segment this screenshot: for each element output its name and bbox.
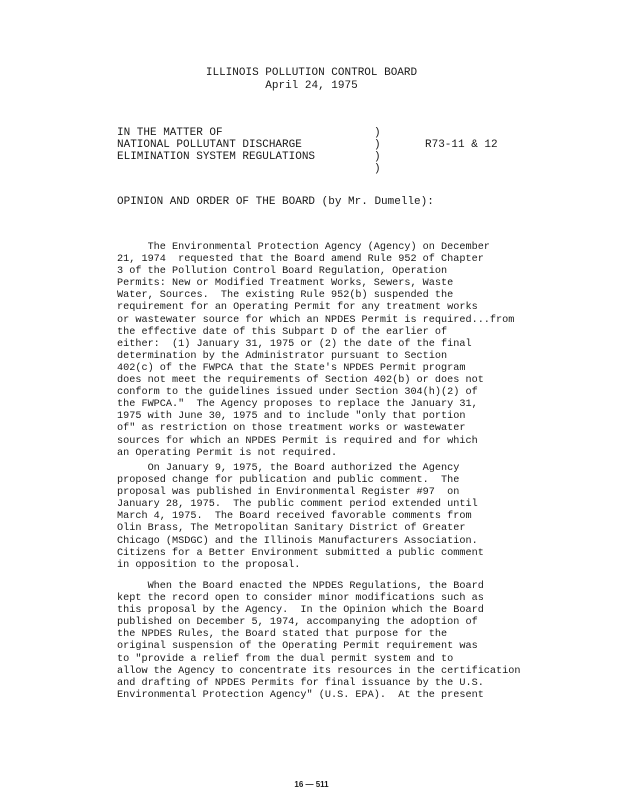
paragraph-line: in opposition to the proposal. [117,559,301,571]
paragraph-line: Permits: New or Modified Treatment Works, Sewers, Waste [117,278,454,290]
page-number: 16 — 511 [294,780,329,789]
paragraph-line: When the Board enacted the NPDES Regulations, the Board [117,581,484,592]
paragraph-line: allow the Agency to concentrate its resources in the certification [117,665,521,677]
board-title: ILLINOIS POLLUTION CONTROL BOARD [205,67,418,79]
paragraph-line: March 4, 1975. The Board received favorable comments from [117,511,472,523]
paragraph-line: does not meet the requirements of Section 402(b) or does not [117,375,484,387]
opinion-heading: OPINION AND ORDER OF THE BOARD (by Mr. Dumelle): [117,196,434,208]
paragraph-line: 402(c) of the FWPCA that the State's NPDES Permit program [117,362,466,374]
paragraph-line: Olin Brass, The Metropolitan Sanitary District of Greater [117,523,466,535]
paragraph-line: Environmental Protection Agency" (U.S. EPA). At the present [117,689,484,701]
paragraph-line: and drafting of NPDES Permits for final issuance by the U.S. [117,677,484,689]
paragraph-line: 21, 1974 requested that the Board amend Rule 952 of Chapter [117,254,484,266]
docket-number: R73-11 & 12 [425,139,498,151]
paragraph-line: sources for which an NPDES Permit is required and for which [117,435,478,447]
paragraph-line: 1975 with June 30, 1975 and to include "only that portion [117,411,466,423]
caption-line-3: ELIMINATION SYSTEM REGULATIONS [117,151,316,163]
paragraph-line: the NPDES Rules, the Board stated that purpose for the [117,629,448,641]
paragraph-line: to "provide a relief from the dual permit system and to [117,653,454,665]
caption-bracket: ) [374,163,381,175]
paragraph-line: the effective date of this Subpart D of the earlier of [117,326,448,338]
caption-bracket: ) [374,127,381,139]
paragraph-line: kept the record open to consider minor modifications such as [117,593,484,605]
paragraph-line: the FWPCA." The Agency proposes to replace the January 31, [117,399,478,411]
caption-bracket: ) [374,139,381,151]
paragraph-2 [117,463,617,572]
paragraph-line: determination by the Administrator pursuant to Section [117,350,448,362]
caption-line-1: IN THE MATTER OF [117,127,223,139]
paragraph-line: requirement for an Operating Permit for any treatment works [117,302,478,314]
caption-bracket: ) [374,151,381,163]
paragraph-line: January 28, 1975. The public comment period extended until [117,499,478,511]
paragraph-line: of" as restriction on those treatment works or wastewater [117,423,466,435]
paragraph-line: The Environmental Protection Agency (Agency) on December [117,242,490,253]
paragraph-1 [117,242,617,460]
paragraph-line: Water, Sources. The existing Rule 952(b) suspended the [117,290,454,302]
paragraph-line: proposal was published in Environmental Register #97 on [117,487,460,499]
paragraph-line: 3 of the Pollution Control Board Regulation, Operation [117,266,448,278]
paragraph-line: original suspension of the Operating Permit requirement was [117,641,478,653]
caption-line-2: NATIONAL POLLUTANT DISCHARGE [117,139,302,151]
paragraph-line: proposed change for publication and public comment. The [117,475,460,487]
paragraph-line: an Operating Permit is not required. [117,447,338,459]
paragraph-line: Citizens for a Better Environment submitted a public comment [117,547,484,559]
paragraph-line: conform to the guidelines issued under Section 304(h)(2) of [117,387,478,399]
paragraph-line: Chicago (MSDGC) and the Illinois Manufacturers Association. [117,535,478,547]
opinion-date: April 24, 1975 [265,80,358,92]
paragraph-line: or wastewater source for which an NPDES Permit is required...from [117,314,515,326]
paragraph-line: published on December 5, 1974, accompanying the adoption of [117,617,478,629]
paragraph-line: On January 9, 1975, the Board authorized the Agency [117,463,460,474]
paragraph-line: either: (1) January 31, 1975 or (2) the date of the final [117,338,472,350]
paragraph-line: this proposal by the Agency. In the Opinion which the Board [117,605,484,617]
paragraph-3 [117,581,617,702]
